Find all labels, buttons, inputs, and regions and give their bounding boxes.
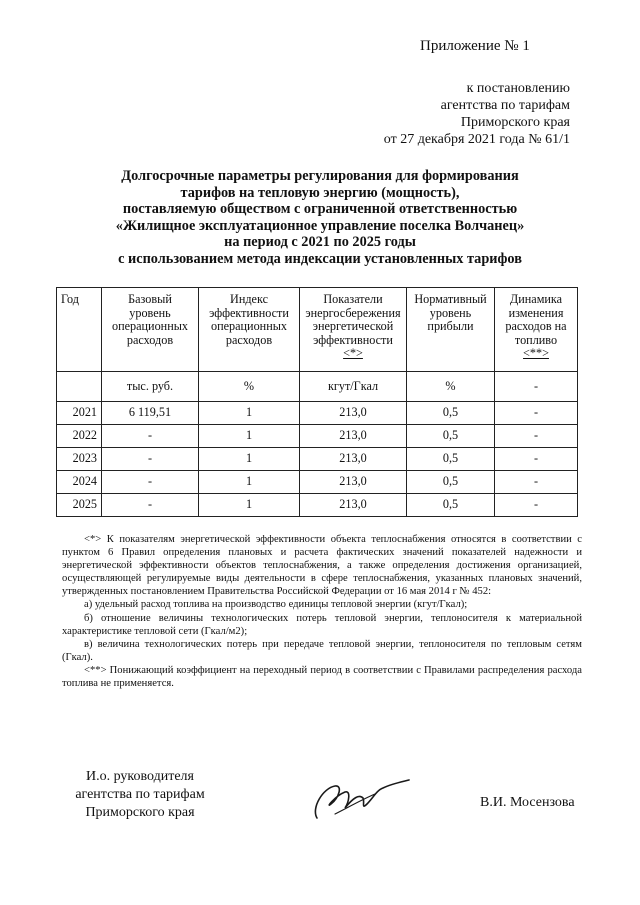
header-efficiency-index: Индекс эффективности операционных расходов [199, 288, 300, 372]
energy-cell: 213,0 [300, 494, 407, 517]
base-cell: - [102, 494, 199, 517]
document-title [60, 168, 580, 267]
fuel-cell: - [495, 471, 578, 494]
year-cell: 2024 [57, 471, 102, 494]
header-energy-indicators: Показатели энергосбережения энергетической эффективности <*> [300, 288, 407, 372]
energy-cell: 213,0 [300, 402, 407, 425]
title-line: тарифов на тепловую энергию (мощность), [180, 184, 460, 201]
footnote-1: <*> К показателям энергетической эффективности объекта теплоснабжения относятся в соответствии с пунктом 6 Правил определения плановых и расчета фактических значений показателей надежности и энергетической эффективности объектов теплоснабжения, а также определения достижения организацией, осуществляющей регулируемые виды деятельности в сфере теплоснабжения, указанных плановых значений, утвержденных постановлением Правительства Российской Федерации от 16 мая 2014 г № 452: [62, 534, 582, 598]
header-base-level: Базовый уровень операционных расходов [102, 288, 199, 372]
profit-cell: 0,5 [407, 402, 495, 425]
energy-cell: 213,0 [300, 425, 407, 448]
footnote-ref: <*> [343, 346, 363, 360]
index-cell: 1 [199, 494, 300, 517]
base-cell: - [102, 448, 199, 471]
handwritten-signature [305, 768, 415, 828]
fuel-cell: - [495, 425, 578, 448]
unit-cell: - [495, 372, 578, 402]
profit-cell: 0,5 [407, 425, 495, 448]
fuel-cell: - [495, 402, 578, 425]
year-cell: 2021 [57, 402, 102, 425]
header-fuel-dynamics: Динамика изменения расходов на топливо <**> [495, 288, 578, 372]
signer-line: Приморского края [85, 805, 195, 820]
decree-line: Приморского края [460, 115, 570, 130]
header-profit-level: Нормативный уровень прибыли [407, 288, 495, 372]
decree-line: к постановлению [466, 81, 570, 96]
title-line: «Жилищное эксплуатационное управление поселка Волчанец» [115, 217, 525, 234]
header-year: Год [57, 288, 102, 372]
decree-line: агентства по тарифам [440, 98, 570, 113]
table-row [57, 448, 578, 471]
decree-reference [350, 80, 570, 148]
year-cell: 2022 [57, 425, 102, 448]
title-line: на период с 2021 по 2025 годы [224, 234, 416, 250]
title-line: поставляемую обществом с ограниченной ответственностью [122, 201, 518, 217]
signer-name: В.И. Мосензова [480, 795, 575, 810]
unit-cell: % [407, 372, 495, 402]
index-cell: 1 [199, 471, 300, 494]
table-row [57, 425, 578, 448]
footnote-2: <**> Понижающий коэффициент на переходный период в соответствии с Правилами распределения расхода топлива не применяется. [62, 664, 582, 690]
unit-cell: тыс. руб. [102, 372, 199, 402]
title-line: с использованием метода индексации установленных тарифов [118, 250, 522, 267]
year-cell: 2025 [57, 494, 102, 517]
unit-cell: % [199, 372, 300, 402]
footnotes [62, 533, 582, 690]
title-line: Долгосрочные параметры регулирования для формирования [121, 168, 519, 184]
table-row [57, 402, 578, 425]
fuel-cell: - [495, 448, 578, 471]
base-cell: - [102, 471, 199, 494]
base-cell: 6 119,51 [102, 402, 199, 425]
energy-cell: 213,0 [300, 471, 407, 494]
parameters-table [56, 287, 578, 517]
year-cell: 2023 [57, 448, 102, 471]
profit-cell: 0,5 [407, 494, 495, 517]
unit-cell: кгут/Гкал [300, 372, 407, 402]
footnote-ref: <**> [523, 346, 549, 360]
index-cell: 1 [199, 425, 300, 448]
signer-line: И.о. руководителя [85, 769, 194, 784]
table-header-row [57, 288, 578, 372]
table-row [57, 471, 578, 494]
footnote-item-a: а) удельный расход топлива на производство единицы тепловой энергии (кгут/Гкал); [84, 599, 468, 611]
decree-line: от 27 декабря 2021 года № 61/1 [383, 132, 570, 147]
profit-cell: 0,5 [407, 471, 495, 494]
table-row [57, 494, 578, 517]
index-cell: 1 [199, 402, 300, 425]
footnote-item-c: в) величина технологических потерь при передаче тепловой энергии, теплоносителя по тепловым сетям (Гкал). [62, 638, 582, 663]
index-cell: 1 [199, 448, 300, 471]
footnote-item-b: б) отношение величины технологических потерь тепловой энергии, теплоносителя к материальной характеристике тепловой сети (Гкал/м2); [62, 612, 582, 637]
signer-position [70, 768, 210, 822]
signer-line: агентства по тарифам [75, 787, 205, 802]
units-row [57, 372, 578, 402]
fuel-cell: - [495, 494, 578, 517]
base-cell: - [102, 425, 199, 448]
profit-cell: 0,5 [407, 448, 495, 471]
energy-cell: 213,0 [300, 448, 407, 471]
appendix-title: Приложение № 1 [420, 38, 530, 54]
